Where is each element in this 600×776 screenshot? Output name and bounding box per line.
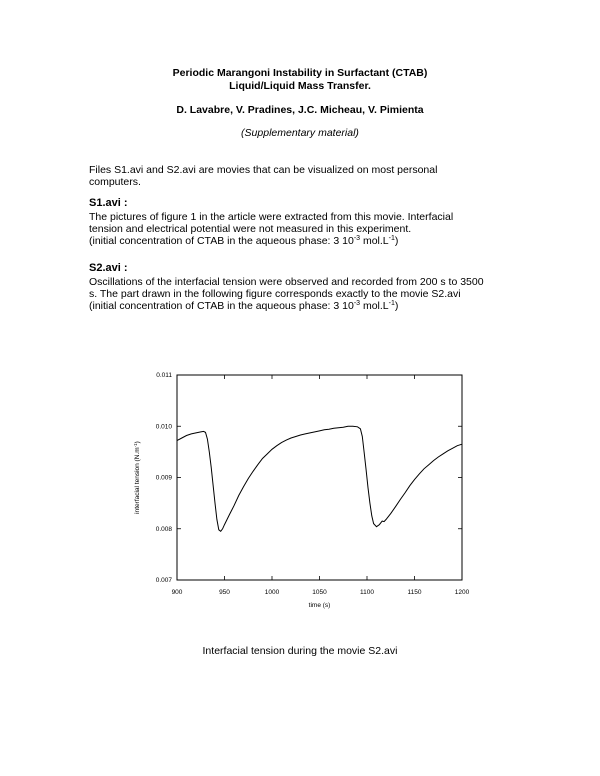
s1-line-1: The pictures of figure 1 in the article were extracted from this movie. Interfacial: [89, 211, 454, 223]
s1-conc-suffix: ): [394, 235, 399, 247]
intro-line-1: Files S1.avi and S2.avi are movies that can be visualized on most personal: [89, 164, 438, 176]
y-tick-label: 0.010: [155, 423, 172, 431]
plot-frame: [177, 375, 462, 580]
x-tick-label: 1000: [264, 589, 280, 596]
s2-heading: S2.avi :: [89, 262, 128, 274]
s2-conc-suffix: ): [394, 300, 399, 312]
intro-line-2: computers.: [89, 176, 141, 188]
y-tick-label: 0.011: [156, 372, 172, 379]
s1-line-2: tension and electrical potential were not measured in this experiment.: [89, 223, 412, 235]
s1-conc-unit-exp: -1: [388, 235, 395, 242]
series-line: [177, 426, 462, 531]
y-axis-label: interfacial tension $(N.m^{-1})$: [133, 441, 141, 514]
y-tick-label: 0.009: [155, 474, 172, 482]
paper-title-line-1: Periodic Marangoni Instability in Surfactant (CTAB): [172, 67, 428, 79]
s1-conc-unit: mol.L: [360, 235, 389, 247]
x-tick-label: 1200: [454, 589, 470, 596]
x-tick-label: 1100: [360, 589, 374, 596]
authors: D. Lavabre, V. Pradines, J.C. Micheau, V. Pimienta: [176, 104, 424, 116]
x-axis-label: time (s): [308, 602, 331, 609]
s1-heading: S1.avi :: [89, 197, 128, 209]
s2-conc-unit-exp: -1: [388, 300, 395, 307]
x-tick-label: 1150: [407, 589, 422, 596]
s1-conc-exp: -3: [353, 235, 361, 242]
s2-line-2: s. The part drawn in the following figure corresponds exactly to the movie S2.avi: [89, 288, 461, 300]
s2-conc-unit: mol.L: [360, 300, 389, 312]
x-tick-label: 900: [171, 589, 183, 596]
s1-conc-prefix: (initial concentration of CTAB in the aqueous phase: 3 10: [89, 235, 354, 247]
x-tick-label: 1050: [312, 589, 327, 596]
x-tick-label: 950: [219, 589, 230, 596]
s2-line-1: Oscillations of the interfacial tension were observed and recorded from 200 s to 3500: [89, 276, 484, 288]
paper-title-line-2: Liquid/Liquid Mass Transfer.: [229, 80, 371, 92]
y-tick-label: 0.008: [155, 525, 172, 533]
subtitle: (Supplementary material): [241, 127, 359, 139]
figure-caption: Interfacial tension during the movie S2.avi: [202, 645, 398, 657]
s2-conc-prefix: (initial concentration of CTAB in the aqueous phase: 3 10: [89, 300, 354, 312]
s2-conc-exp: -3: [353, 300, 361, 307]
y-tick-label: 0.007: [155, 577, 172, 584]
